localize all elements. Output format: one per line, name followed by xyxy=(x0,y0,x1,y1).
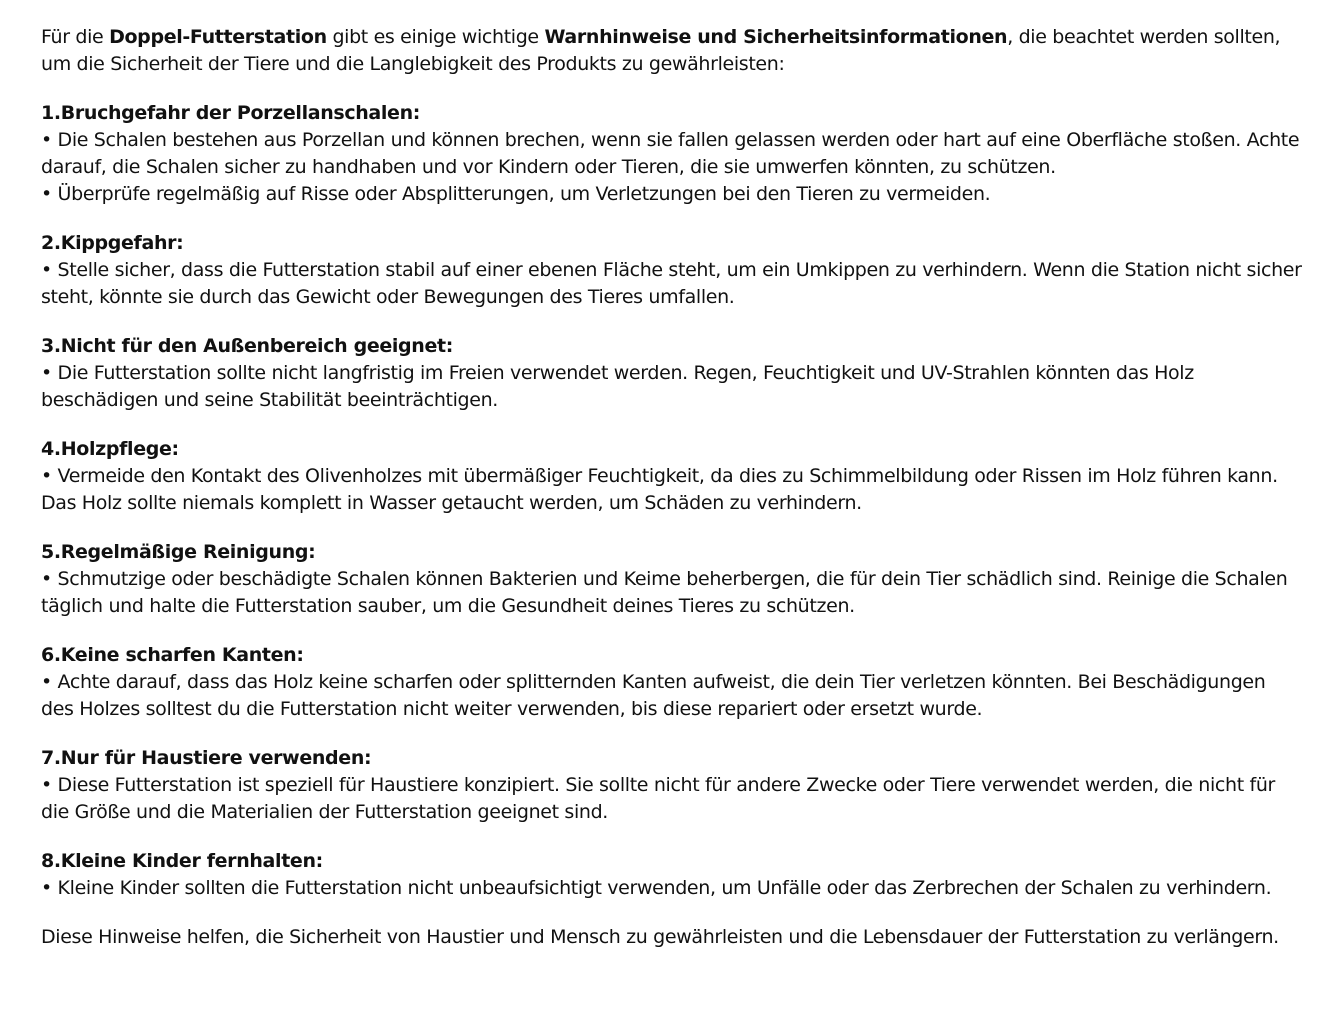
warning-heading-inline: Warnhinweise und Sicherheitsinformationen xyxy=(544,26,1008,48)
bullet-item: • Die Futterstation sollte nicht langfristig im Freien verwendet werden. Regen, Feuchtigkeit und UV-Strahlen könnten das Holz beschädigen und seine Stabilität beeinträchtigen. xyxy=(41,362,1194,411)
bullet-item: • Kleine Kinder sollten die Futterstation nicht unbeaufsichtigt verwenden, um Unfälle oder das Zerbrechen der Schalen zu verhindern. xyxy=(41,877,1272,899)
section-tipping xyxy=(41,230,1303,311)
closing-paragraph: Diese Hinweise helfen, die Sicherheit von Haustier und Mensch zu gewährleisten und die Lebensdauer der Futterstation zu verlängern. xyxy=(41,926,1279,948)
section-title: 4.Holzpflege: xyxy=(41,438,179,460)
section-cleaning xyxy=(41,539,1303,620)
section-sharp-edges xyxy=(41,642,1303,723)
section-outdoor xyxy=(41,333,1303,414)
section-breakage xyxy=(41,100,1303,208)
bullet-item: • Schmutzige oder beschädigte Schalen können Bakterien und Keime beherbergen, die für dein Tier schädlich sind. Reinige die Schalen täglich und halte die Futterstation sauber, um die Gesundheit deines Tieres zu schützen. xyxy=(41,568,1288,617)
intro-text: Für die xyxy=(41,26,110,48)
bullet-item: • Vermeide den Kontakt des Olivenholzes mit übermäßiger Feuchtigkeit, da dies zu Schimmelbildung oder Rissen im Holz führen kann. Das Holz sollte niemals komplett in Wasser getaucht werden, um Schäden zu verhindern. xyxy=(41,465,1278,514)
bullet-item: • Diese Futterstation ist speziell für Haustiere konzipiert. Sie sollte nicht für andere Zwecke oder Tiere verwendet werden, die nicht für die Größe und die Materialien der Futterstation geeignet sind. xyxy=(41,774,1275,823)
section-title: 7.Nur für Haustiere verwenden: xyxy=(41,747,372,769)
bullet-item: • Überprüfe regelmäßig auf Risse oder Absplitterungen, um Verletzungen bei den Tieren zu vermeiden. xyxy=(41,183,991,205)
section-title: 3.Nicht für den Außenbereich geeignet: xyxy=(41,335,453,357)
section-pets-only xyxy=(41,745,1303,826)
intro-text: gibt es einige wichtige xyxy=(326,26,545,48)
intro-text: , die beachtet werden sollten, um die Sicherheit der Tiere und die Langlebigkeit des Produkts zu gewährleisten: xyxy=(41,26,1281,75)
intro-paragraph xyxy=(41,24,1303,78)
section-title: 2.Kippgefahr: xyxy=(41,232,184,254)
section-title: 8.Kleine Kinder fernhalten: xyxy=(41,850,323,872)
section-children xyxy=(41,848,1303,902)
product-name: Doppel-Futterstation xyxy=(109,26,327,48)
bullet-item: • Stelle sicher, dass die Futterstation stabil auf einer ebenen Fläche steht, um ein Umkippen zu verhindern. Wenn die Station nicht sicher steht, könnte sie durch das Gewicht oder Bewegungen des Tieres umfallen. xyxy=(41,259,1302,308)
bullet-item: • Die Schalen bestehen aus Porzellan und können brechen, wenn sie fallen gelassen werden oder hart auf eine Oberfläche stoßen. Achte darauf, die Schalen sicher zu handhaben und vor Kindern oder Tieren, die sie umwerfen könnten, zu schützen. xyxy=(41,129,1300,178)
section-title: 6.Keine scharfen Kanten: xyxy=(41,644,304,666)
bullet-item: • Achte darauf, dass das Holz keine scharfen oder splitternden Kanten aufweist, die dein Tier verletzen könnten. Bei Beschädigungen des Holzes solltest du die Futterstation nicht weiter verwenden, bis diese repariert oder ersetzt wurde. xyxy=(41,671,1266,720)
section-title: 1.Bruchgefahr der Porzellanschalen: xyxy=(41,102,421,124)
section-wood-care xyxy=(41,436,1303,517)
section-title: 5.Regelmäßige Reinigung: xyxy=(41,541,316,563)
